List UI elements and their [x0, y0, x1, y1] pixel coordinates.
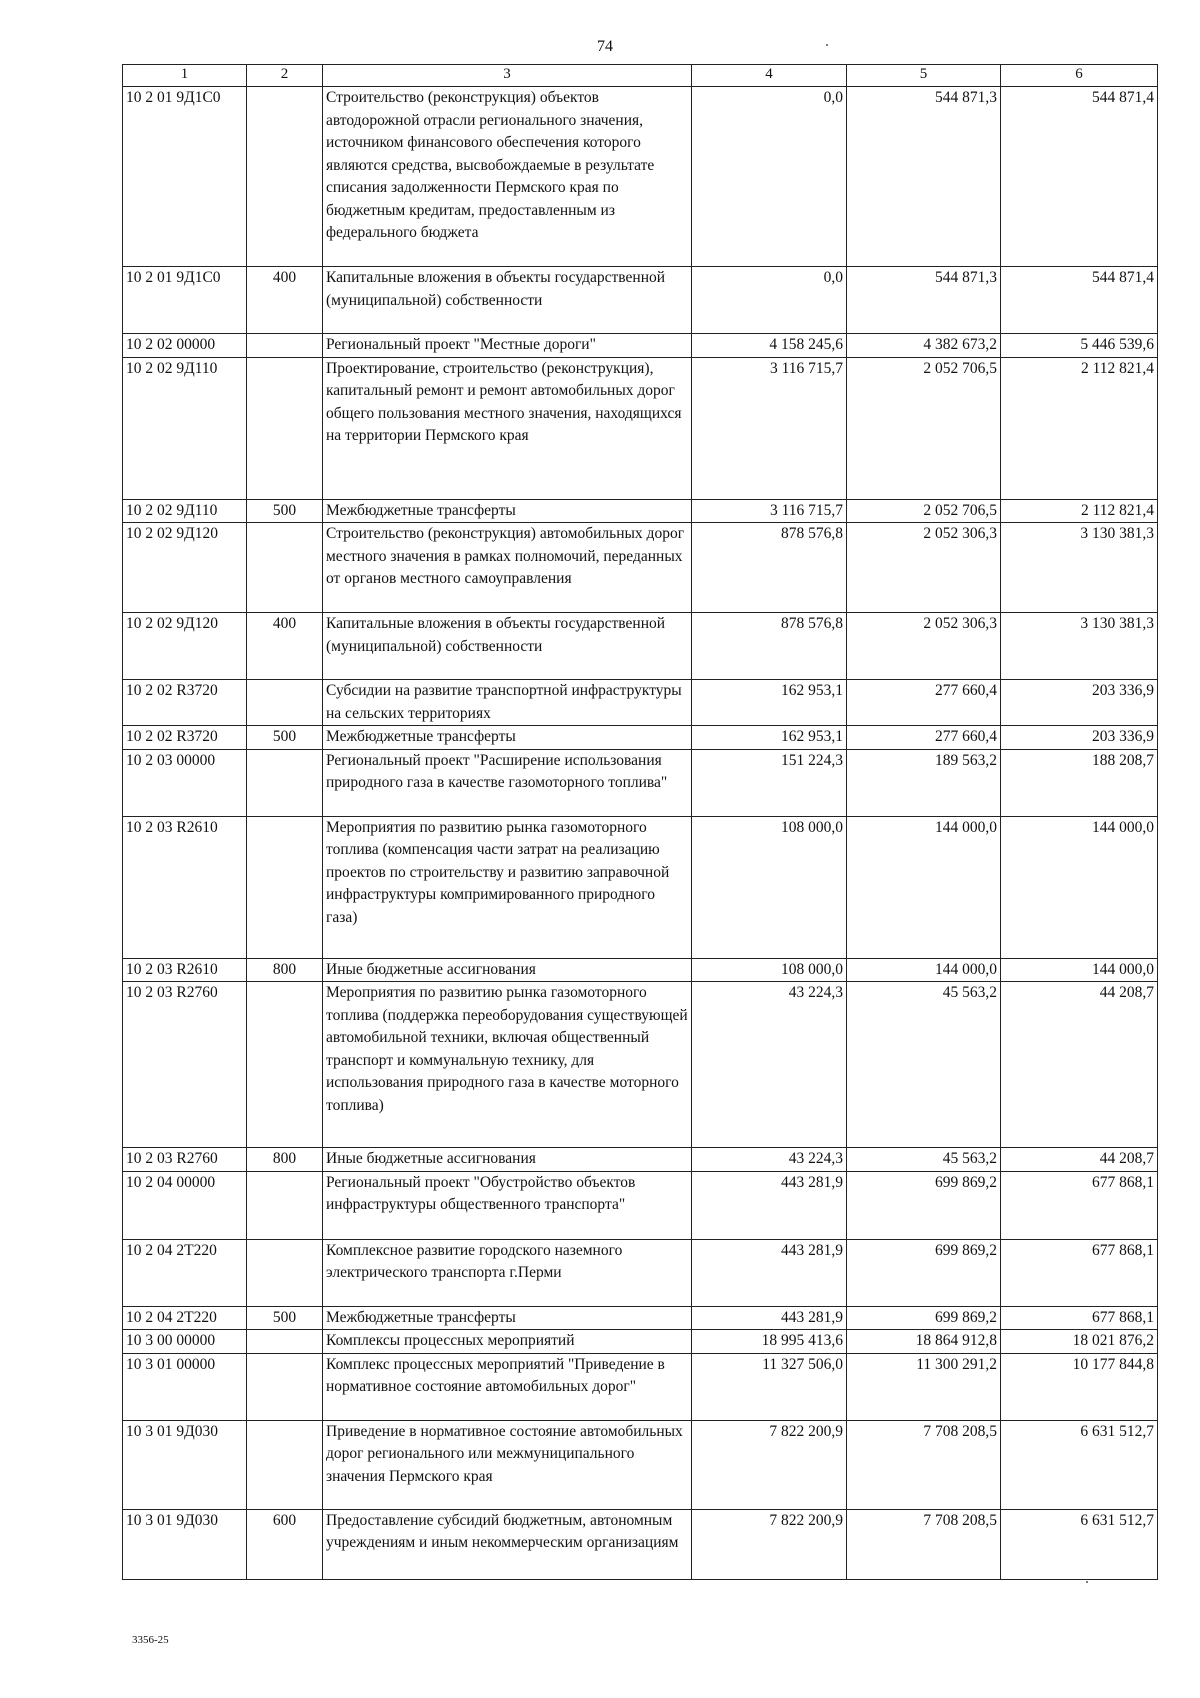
row-value-6: 6 631 512,7 — [1001, 1420, 1158, 1509]
table-row — [123, 1420, 1158, 1509]
row-value-5: 4 382 673,2 — [847, 334, 1001, 358]
table-row — [123, 749, 1158, 816]
table-row — [123, 334, 1158, 358]
row-name: Мероприятия по развитию рынка газомоторного топлива (поддержка переоборудования существующей автомобильной техники, включая общественный транспорт и коммунальную технику, для использования природного газа в качестве моторного топлива) — [323, 982, 692, 1148]
row-code: 10 2 02 R3720 — [123, 680, 247, 726]
row-expense-type — [247, 1353, 323, 1420]
row-code: 10 2 01 9Д1С0 — [123, 87, 247, 267]
row-expense-type — [247, 982, 323, 1148]
table-row — [123, 958, 1158, 982]
row-value-6: 44 208,7 — [1001, 982, 1158, 1148]
row-name: Капитальные вложения в объекты государственной (муниципальной) собственности — [323, 267, 692, 334]
row-expense-type: 400 — [247, 613, 323, 680]
row-value-6: 677 868,1 — [1001, 1239, 1158, 1306]
row-name: Комплексное развитие городского наземного электрического транспорта г.Перми — [323, 1239, 692, 1306]
row-value-4: 443 281,9 — [692, 1171, 847, 1239]
row-name: Строительство (реконструкция) автомобильных дорог местного значения в рамках полномочий, переданных от органов местного самоуправления — [323, 523, 692, 613]
row-expense-type: 800 — [247, 1148, 323, 1172]
row-value-5: 45 563,2 — [847, 1148, 1001, 1172]
row-expense-type: 500 — [247, 1306, 323, 1330]
row-code: 10 2 03 R2610 — [123, 816, 247, 958]
row-name: Капитальные вложения в объекты государственной (муниципальной) собственности — [323, 613, 692, 680]
row-value-6: 144 000,0 — [1001, 958, 1158, 982]
row-value-5: 11 300 291,2 — [847, 1353, 1001, 1420]
row-code: 10 2 02 9Д110 — [123, 357, 247, 499]
row-value-5: 144 000,0 — [847, 816, 1001, 958]
row-value-6: 10 177 844,8 — [1001, 1353, 1158, 1420]
row-value-4: 11 327 506,0 — [692, 1353, 847, 1420]
row-name: Межбюджетные трансферты — [323, 499, 692, 523]
row-expense-type — [247, 1420, 323, 1509]
row-value-6: 203 336,9 — [1001, 726, 1158, 750]
table-row — [123, 267, 1158, 334]
row-value-4: 43 224,3 — [692, 982, 847, 1148]
row-code: 10 2 03 R2760 — [123, 1148, 247, 1172]
row-value-4: 43 224,3 — [692, 1148, 847, 1172]
row-value-4: 443 281,9 — [692, 1239, 847, 1306]
row-code: 10 2 02 9Д120 — [123, 613, 247, 680]
scan-speck — [1086, 1581, 1088, 1583]
row-value-5: 544 871,3 — [847, 87, 1001, 267]
page-number: 74 — [597, 38, 613, 55]
row-value-4: 7 822 200,9 — [692, 1509, 847, 1579]
row-code: 10 2 02 9Д120 — [123, 523, 247, 613]
row-code: 10 3 01 9Д030 — [123, 1509, 247, 1579]
row-value-6: 3 130 381,3 — [1001, 523, 1158, 613]
scan-speck — [826, 44, 828, 46]
row-value-4: 3 116 715,7 — [692, 357, 847, 499]
row-expense-type: 600 — [247, 1509, 323, 1579]
row-code: 10 3 00 00000 — [123, 1330, 247, 1354]
row-code: 10 2 04 00000 — [123, 1171, 247, 1239]
row-value-6: 18 021 876,2 — [1001, 1330, 1158, 1354]
row-value-6: 3 130 381,3 — [1001, 613, 1158, 680]
row-value-5: 2 052 706,5 — [847, 499, 1001, 523]
column-header-4: 4 — [692, 65, 847, 87]
row-value-4: 4 158 245,6 — [692, 334, 847, 358]
table-row — [123, 1330, 1158, 1354]
footer-code: 3356-25 — [132, 1634, 169, 1646]
row-value-5: 699 869,2 — [847, 1171, 1001, 1239]
table-row — [123, 1353, 1158, 1420]
row-value-6: 44 208,7 — [1001, 1148, 1158, 1172]
table-row — [123, 499, 1158, 523]
row-name: Региональный проект "Расширение использования природного газа в качестве газомоторного топлива" — [323, 749, 692, 816]
row-value-6: 677 868,1 — [1001, 1171, 1158, 1239]
row-code: 10 2 02 9Д110 — [123, 499, 247, 523]
row-expense-type — [247, 87, 323, 267]
table-row — [123, 816, 1158, 958]
row-value-4: 18 995 413,6 — [692, 1330, 847, 1354]
row-expense-type — [247, 334, 323, 358]
table-row — [123, 680, 1158, 726]
row-value-4: 0,0 — [692, 87, 847, 267]
table-header-row — [123, 65, 1158, 87]
row-value-6: 5 446 539,6 — [1001, 334, 1158, 358]
row-value-5: 277 660,4 — [847, 680, 1001, 726]
table-row — [123, 1171, 1158, 1239]
row-value-4: 443 281,9 — [692, 1306, 847, 1330]
row-value-5: 544 871,3 — [847, 267, 1001, 334]
row-name: Иные бюджетные ассигнования — [323, 1148, 692, 1172]
row-value-4: 878 576,8 — [692, 613, 847, 680]
row-value-4: 108 000,0 — [692, 958, 847, 982]
row-code: 10 3 01 9Д030 — [123, 1420, 247, 1509]
row-code: 10 2 04 2Т220 — [123, 1239, 247, 1306]
row-code: 10 2 02 R3720 — [123, 726, 247, 750]
table-row — [123, 726, 1158, 750]
row-value-6: 188 208,7 — [1001, 749, 1158, 816]
row-value-4: 108 000,0 — [692, 816, 847, 958]
row-value-6: 2 112 821,4 — [1001, 357, 1158, 499]
table-row — [123, 357, 1158, 499]
table-row — [123, 613, 1158, 680]
row-name: Комплексы процессных мероприятий — [323, 1330, 692, 1354]
row-expense-type — [247, 1330, 323, 1354]
row-expense-type — [247, 680, 323, 726]
row-name: Субсидии на развитие транспортной инфраструктуры на сельских территориях — [323, 680, 692, 726]
row-expense-type — [247, 816, 323, 958]
table-body — [123, 87, 1158, 1580]
row-value-5: 18 864 912,8 — [847, 1330, 1001, 1354]
row-expense-type — [247, 1171, 323, 1239]
row-name: Комплекс процессных мероприятий "Приведение в нормативное состояние автомобильных дорог" — [323, 1353, 692, 1420]
row-value-4: 162 953,1 — [692, 680, 847, 726]
row-value-4: 3 116 715,7 — [692, 499, 847, 523]
row-name: Приведение в нормативное состояние автомобильных дорог регионального или межмуниципального значения Пермского края — [323, 1420, 692, 1509]
row-value-4: 0,0 — [692, 267, 847, 334]
row-value-6: 544 871,4 — [1001, 87, 1158, 267]
row-value-5: 2 052 306,3 — [847, 613, 1001, 680]
row-name: Строительство (реконструкция) объектов автодорожной отрасли регионального значения, источником финансового обеспечения которого являются средства, высвобождаемые в результате списания задолженности Пермского края по бюджетным кредитам, предоставленным из федерального бюджета — [323, 87, 692, 267]
row-expense-type — [247, 749, 323, 816]
row-value-5: 2 052 706,5 — [847, 357, 1001, 499]
row-expense-type: 500 — [247, 726, 323, 750]
row-value-5: 7 708 208,5 — [847, 1509, 1001, 1579]
budget-table — [122, 64, 1158, 1580]
column-header-5: 5 — [847, 65, 1001, 87]
row-name: Региональный проект "Обустройство объектов инфраструктуры общественного транспорта" — [323, 1171, 692, 1239]
row-value-4: 7 822 200,9 — [692, 1420, 847, 1509]
row-expense-type — [247, 523, 323, 613]
row-name: Межбюджетные трансферты — [323, 1306, 692, 1330]
row-name: Региональный проект "Местные дороги" — [323, 334, 692, 358]
row-value-4: 878 576,8 — [692, 523, 847, 613]
table-row — [123, 523, 1158, 613]
row-value-4: 151 224,3 — [692, 749, 847, 816]
row-value-6: 6 631 512,7 — [1001, 1509, 1158, 1579]
row-code: 10 2 01 9Д1С0 — [123, 267, 247, 334]
row-code: 10 2 03 R2760 — [123, 982, 247, 1148]
row-code: 10 3 01 00000 — [123, 1353, 247, 1420]
row-value-6: 144 000,0 — [1001, 816, 1158, 958]
row-name: Мероприятия по развитию рынка газомоторного топлива (компенсация части затрат на реализацию проектов по строительству и развитию заправочной инфраструктуры компримированного природного газа) — [323, 816, 692, 958]
row-value-5: 45 563,2 — [847, 982, 1001, 1148]
table-row — [123, 982, 1158, 1148]
table-row — [123, 1148, 1158, 1172]
row-expense-type: 800 — [247, 958, 323, 982]
row-value-5: 7 708 208,5 — [847, 1420, 1001, 1509]
row-code: 10 2 03 00000 — [123, 749, 247, 816]
row-expense-type: 500 — [247, 499, 323, 523]
column-header-6: 6 — [1001, 65, 1158, 87]
row-name: Проектирование, строительство (реконструкция), капитальный ремонт и ремонт автомобильных дорог общего пользования местного значения, находящихся на территории Пермского края — [323, 357, 692, 499]
row-value-6: 203 336,9 — [1001, 680, 1158, 726]
row-value-5: 144 000,0 — [847, 958, 1001, 982]
row-value-6: 2 112 821,4 — [1001, 499, 1158, 523]
row-name: Иные бюджетные ассигнования — [323, 958, 692, 982]
row-name: Межбюджетные трансферты — [323, 726, 692, 750]
table-row — [123, 1306, 1158, 1330]
row-name: Предоставление субсидий бюджетным, автономным учреждениям и иным некоммерческим организациям — [323, 1509, 692, 1579]
row-value-5: 699 869,2 — [847, 1306, 1001, 1330]
row-value-6: 677 868,1 — [1001, 1306, 1158, 1330]
row-value-5: 189 563,2 — [847, 749, 1001, 816]
table-row — [123, 1239, 1158, 1306]
table-row — [123, 87, 1158, 267]
row-expense-type: 400 — [247, 267, 323, 334]
row-value-6: 544 871,4 — [1001, 267, 1158, 334]
row-code: 10 2 03 R2610 — [123, 958, 247, 982]
row-expense-type — [247, 357, 323, 499]
column-header-2: 2 — [247, 65, 323, 87]
row-expense-type — [247, 1239, 323, 1306]
column-header-3: 3 — [323, 65, 692, 87]
row-value-5: 277 660,4 — [847, 726, 1001, 750]
row-code: 10 2 02 00000 — [123, 334, 247, 358]
row-value-4: 162 953,1 — [692, 726, 847, 750]
column-header-1: 1 — [123, 65, 247, 87]
row-value-5: 2 052 306,3 — [847, 523, 1001, 613]
row-value-5: 699 869,2 — [847, 1239, 1001, 1306]
table-row — [123, 1509, 1158, 1579]
row-code: 10 2 04 2Т220 — [123, 1306, 247, 1330]
